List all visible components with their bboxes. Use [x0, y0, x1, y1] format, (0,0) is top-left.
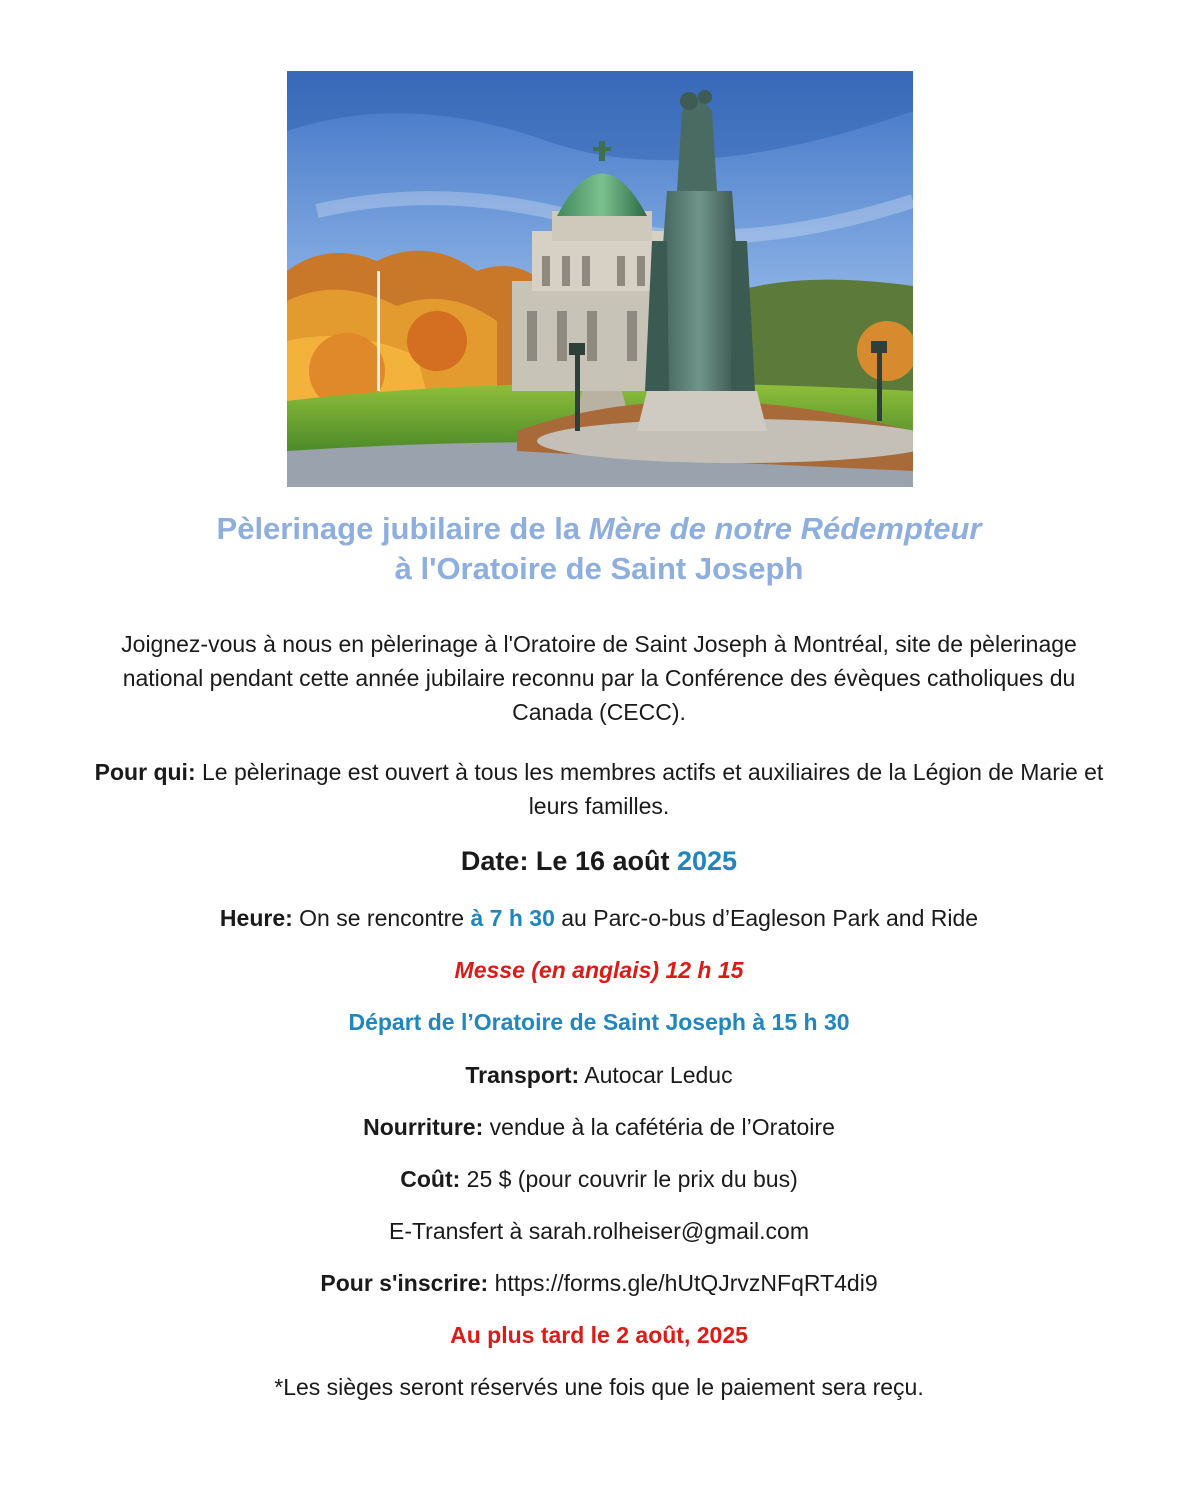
heure-time: à 7 h 30 [470, 905, 555, 931]
messe-line: Messe (en anglais) 12 h 15 [454, 957, 744, 983]
cout-text: 25 $ (pour couvrir le prix du bus) [460, 1166, 798, 1192]
transport-text: Autocar Leduc [579, 1062, 733, 1088]
note-line: *Les sièges seront réservés une fois que le paiement sera reçu. [274, 1374, 924, 1400]
pour-qui-label: Pour qui: [94, 759, 196, 785]
pour-qui-text: Le pèlerinage est ouvert à tous les membres actifs et auxiliaires de la Légion de Marie et leurs familles. [195, 759, 1104, 819]
transport-line [0, 1059, 1198, 1091]
inscrire-link[interactable]: https://forms.gle/hUtQJrvzNFqRT4di9 [488, 1270, 878, 1296]
inscrire-line [0, 1267, 1198, 1299]
date-year: 2025 [676, 846, 738, 876]
title-prefix: Pèlerinage jubilaire de la [216, 511, 589, 546]
nourriture-label: Nourriture: [363, 1114, 484, 1140]
heure-text-before: On se rencontre [292, 905, 471, 931]
date-line [0, 845, 1198, 877]
etransfert-line: E-Transfert à sarah.rolheiser@gmail.com [388, 1218, 810, 1244]
date-label: Date: Le 16 août [460, 846, 677, 876]
oratoire-photo [287, 71, 913, 487]
depart-line: Départ de l’Oratoire de Saint Joseph à 15 h 30 [348, 1009, 850, 1035]
heure-label: Heure: [219, 905, 293, 931]
pour-qui-paragraph [80, 755, 1118, 823]
deadline-line: Au plus tard le 2 août, 2025 [450, 1322, 748, 1348]
cout-line [0, 1163, 1198, 1195]
title-italic: Mère de notre Rédempteur [588, 511, 982, 546]
nourriture-line [0, 1111, 1198, 1143]
transport-label: Transport: [465, 1062, 580, 1088]
inscrire-label: Pour s'inscrire: [320, 1270, 489, 1296]
title-line-2: à l'Oratoire de Saint Joseph [394, 551, 804, 586]
title-line-1 [0, 509, 1198, 549]
nourriture-text: vendue à la cafétéria de l’Oratoire [483, 1114, 835, 1140]
intro-paragraph: Joignez-vous à nous en pèlerinage à l'Oratoire de Saint Joseph à Montréal, site de pèlerinage national pendant cette année jubilaire reconnu par la Conférence des évèques catholiques du Canada (CECC). [121, 631, 1077, 725]
heure-line [0, 902, 1198, 934]
heure-text-after: au Parc-o-bus d’Eagleson Park and Ride [554, 905, 979, 931]
cout-label: Coût: [400, 1166, 461, 1192]
